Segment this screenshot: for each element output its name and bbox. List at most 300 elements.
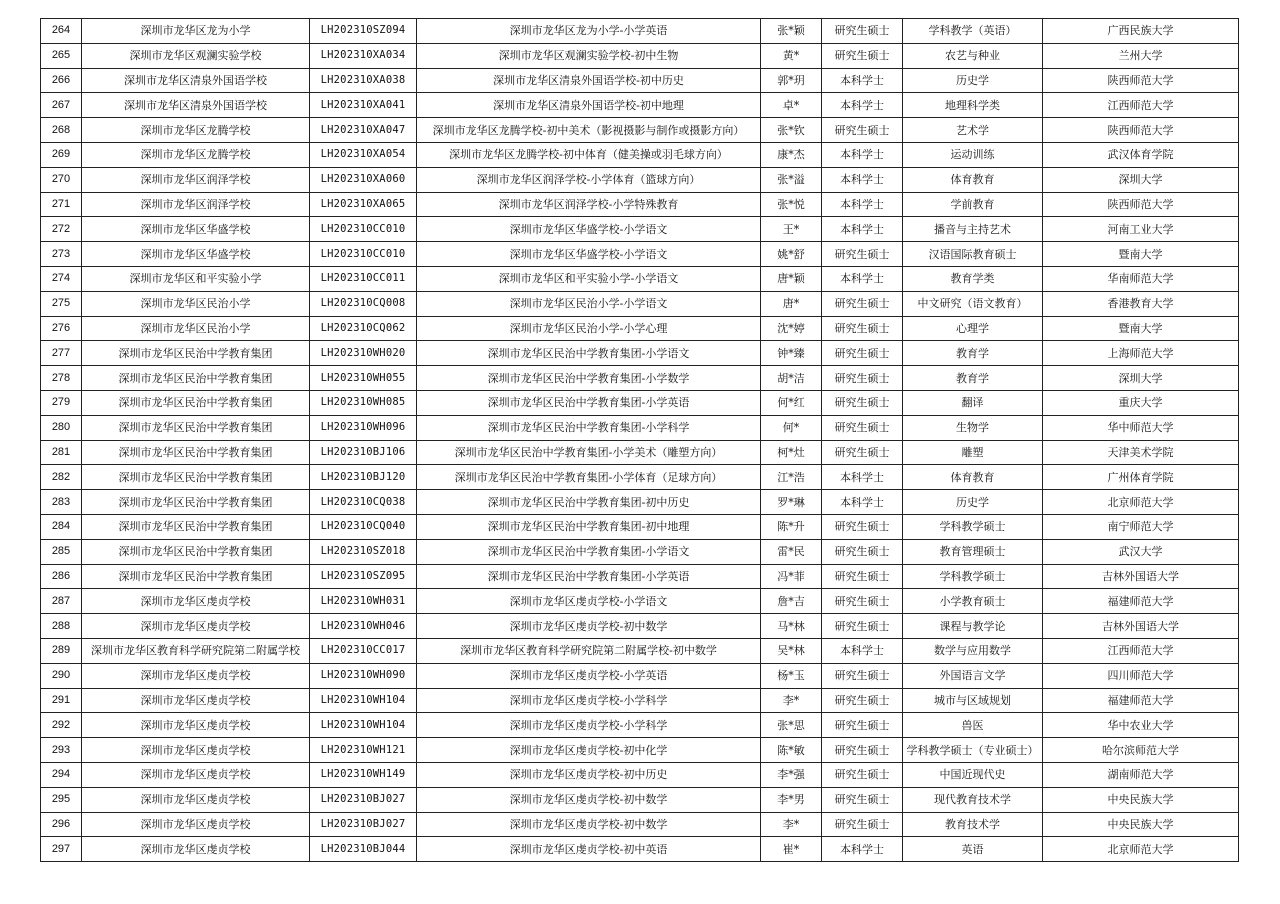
cell-position-code: LH202310WH104 bbox=[310, 713, 417, 738]
cell-school: 深圳市龙华区华盛学校 bbox=[82, 242, 310, 267]
cell-position-code: LH202310WH031 bbox=[310, 589, 417, 614]
cell-major: 学科教学硕士 bbox=[903, 564, 1043, 589]
cell-row-number: 286 bbox=[41, 564, 82, 589]
cell-candidate-name: 江*浩 bbox=[761, 465, 822, 490]
cell-degree: 研究生硕士 bbox=[822, 663, 903, 688]
cell-school: 深圳市龙华区润泽学校 bbox=[82, 192, 310, 217]
cell-university: 暨南大学 bbox=[1043, 316, 1239, 341]
cell-row-number: 281 bbox=[41, 440, 82, 465]
cell-school: 深圳市龙华区观澜实验学校 bbox=[82, 43, 310, 68]
cell-degree: 本科学士 bbox=[822, 638, 903, 663]
cell-row-number: 288 bbox=[41, 614, 82, 639]
cell-position-name: 深圳市龙华区民治中学教育集团-小学语文 bbox=[417, 539, 761, 564]
cell-candidate-name: 唐*颖 bbox=[761, 266, 822, 291]
cell-degree: 研究生硕士 bbox=[822, 390, 903, 415]
cell-university: 湖南师范大学 bbox=[1043, 762, 1239, 787]
cell-degree: 研究生硕士 bbox=[822, 539, 903, 564]
cell-position-code: LH202310XA038 bbox=[310, 68, 417, 93]
cell-university: 上海师范大学 bbox=[1043, 341, 1239, 366]
cell-school: 深圳市龙华区华盛学校 bbox=[82, 217, 310, 242]
cell-row-number: 272 bbox=[41, 217, 82, 242]
cell-major: 汉语国际教育硕士 bbox=[903, 242, 1043, 267]
cell-candidate-name: 沈*婷 bbox=[761, 316, 822, 341]
cell-major: 教育技术学 bbox=[903, 812, 1043, 837]
cell-major: 农艺与种业 bbox=[903, 43, 1043, 68]
cell-position-name: 深圳市龙华区华盛学校-小学语文 bbox=[417, 217, 761, 242]
cell-degree: 研究生硕士 bbox=[822, 242, 903, 267]
cell-candidate-name: 李*强 bbox=[761, 762, 822, 787]
cell-degree: 研究生硕士 bbox=[822, 118, 903, 143]
cell-university: 陕西师范大学 bbox=[1043, 68, 1239, 93]
cell-position-name: 深圳市龙华区润泽学校-小学体育（篮球方向） bbox=[417, 167, 761, 192]
cell-major: 学前教育 bbox=[903, 192, 1043, 217]
cell-major: 心理学 bbox=[903, 316, 1043, 341]
table-row bbox=[41, 415, 1239, 440]
cell-row-number: 289 bbox=[41, 638, 82, 663]
cell-school: 深圳市龙华区民治中学教育集团 bbox=[82, 514, 310, 539]
cell-university: 深圳大学 bbox=[1043, 167, 1239, 192]
cell-degree: 本科学士 bbox=[822, 465, 903, 490]
cell-row-number: 265 bbox=[41, 43, 82, 68]
cell-position-name: 深圳市龙华区龙为小学-小学英语 bbox=[417, 19, 761, 44]
cell-position-code: LH202310XA065 bbox=[310, 192, 417, 217]
cell-row-number: 296 bbox=[41, 812, 82, 837]
cell-degree: 研究生硕士 bbox=[822, 366, 903, 391]
cell-position-code: LH202310WH020 bbox=[310, 341, 417, 366]
cell-candidate-name: 罗*琳 bbox=[761, 490, 822, 515]
cell-school: 深圳市龙华区虔贞学校 bbox=[82, 688, 310, 713]
cell-row-number: 274 bbox=[41, 266, 82, 291]
cell-candidate-name: 杨*玉 bbox=[761, 663, 822, 688]
cell-position-name: 深圳市龙华区和平实验小学-小学语文 bbox=[417, 266, 761, 291]
cell-degree: 研究生硕士 bbox=[822, 688, 903, 713]
cell-school: 深圳市龙华区民治小学 bbox=[82, 316, 310, 341]
cell-degree: 研究生硕士 bbox=[822, 440, 903, 465]
cell-degree: 研究生硕士 bbox=[822, 291, 903, 316]
cell-position-code: LH202310XA060 bbox=[310, 167, 417, 192]
cell-row-number: 282 bbox=[41, 465, 82, 490]
cell-school: 深圳市龙华区龙腾学校 bbox=[82, 142, 310, 167]
cell-major: 城市与区域规划 bbox=[903, 688, 1043, 713]
cell-position-name: 深圳市龙华区华盛学校-小学语文 bbox=[417, 242, 761, 267]
cell-university: 福建师范大学 bbox=[1043, 688, 1239, 713]
cell-position-code: LH202310XA041 bbox=[310, 93, 417, 118]
cell-candidate-name: 李* bbox=[761, 688, 822, 713]
table-row bbox=[41, 118, 1239, 143]
cell-degree: 研究生硕士 bbox=[822, 415, 903, 440]
cell-row-number: 285 bbox=[41, 539, 82, 564]
cell-candidate-name: 胡*洁 bbox=[761, 366, 822, 391]
cell-degree: 研究生硕士 bbox=[822, 19, 903, 44]
table-row bbox=[41, 68, 1239, 93]
cell-major: 外国语言文学 bbox=[903, 663, 1043, 688]
cell-university: 重庆大学 bbox=[1043, 390, 1239, 415]
results-table bbox=[40, 18, 1239, 862]
cell-candidate-name: 张*颖 bbox=[761, 19, 822, 44]
table-row bbox=[41, 341, 1239, 366]
cell-candidate-name: 雷*民 bbox=[761, 539, 822, 564]
cell-candidate-name: 张*钦 bbox=[761, 118, 822, 143]
cell-major: 教育学 bbox=[903, 341, 1043, 366]
cell-degree: 研究生硕士 bbox=[822, 738, 903, 763]
cell-row-number: 273 bbox=[41, 242, 82, 267]
cell-school: 深圳市龙华区龙为小学 bbox=[82, 19, 310, 44]
cell-school: 深圳市龙华区民治中学教育集团 bbox=[82, 341, 310, 366]
cell-university: 江西师范大学 bbox=[1043, 638, 1239, 663]
table-row bbox=[41, 539, 1239, 564]
cell-university: 福建师范大学 bbox=[1043, 589, 1239, 614]
cell-degree: 研究生硕士 bbox=[822, 43, 903, 68]
cell-university: 香港教育大学 bbox=[1043, 291, 1239, 316]
cell-row-number: 280 bbox=[41, 415, 82, 440]
cell-university: 北京师范大学 bbox=[1043, 490, 1239, 515]
cell-position-code: LH202310BJ120 bbox=[310, 465, 417, 490]
cell-major: 历史学 bbox=[903, 68, 1043, 93]
cell-school: 深圳市龙华区虔贞学校 bbox=[82, 614, 310, 639]
cell-candidate-name: 吴*林 bbox=[761, 638, 822, 663]
cell-position-code: LH202310WH085 bbox=[310, 390, 417, 415]
cell-university: 中央民族大学 bbox=[1043, 787, 1239, 812]
cell-position-code: LH202310XA054 bbox=[310, 142, 417, 167]
cell-school: 深圳市龙华区民治中学教育集团 bbox=[82, 465, 310, 490]
cell-major: 学科教学（英语） bbox=[903, 19, 1043, 44]
cell-degree: 研究生硕士 bbox=[822, 762, 903, 787]
cell-school: 深圳市龙华区民治中学教育集团 bbox=[82, 490, 310, 515]
table-row bbox=[41, 490, 1239, 515]
cell-major: 现代教育技术学 bbox=[903, 787, 1043, 812]
cell-degree: 本科学士 bbox=[822, 167, 903, 192]
cell-position-name: 深圳市龙华区虔贞学校-小学科学 bbox=[417, 688, 761, 713]
cell-position-name: 深圳市龙华区观澜实验学校-初中生物 bbox=[417, 43, 761, 68]
cell-position-code: LH202310WH104 bbox=[310, 688, 417, 713]
cell-position-name: 深圳市龙华区民治小学-小学语文 bbox=[417, 291, 761, 316]
cell-candidate-name: 詹*吉 bbox=[761, 589, 822, 614]
cell-position-name: 深圳市龙华区龙腾学校-初中美术（影视摄影与制作或摄影方向） bbox=[417, 118, 761, 143]
cell-degree: 研究生硕士 bbox=[822, 614, 903, 639]
cell-candidate-name: 姚*舒 bbox=[761, 242, 822, 267]
cell-candidate-name: 张*悦 bbox=[761, 192, 822, 217]
cell-position-code: LH202310BJ106 bbox=[310, 440, 417, 465]
cell-candidate-name: 张*思 bbox=[761, 713, 822, 738]
cell-position-code: LH202310SZ018 bbox=[310, 539, 417, 564]
cell-row-number: 279 bbox=[41, 390, 82, 415]
cell-position-code: LH202310CC010 bbox=[310, 242, 417, 267]
cell-row-number: 275 bbox=[41, 291, 82, 316]
table-row bbox=[41, 738, 1239, 763]
table-row bbox=[41, 614, 1239, 639]
cell-row-number: 283 bbox=[41, 490, 82, 515]
cell-degree: 研究生硕士 bbox=[822, 812, 903, 837]
cell-position-code: LH202310WH055 bbox=[310, 366, 417, 391]
cell-university: 南宁师范大学 bbox=[1043, 514, 1239, 539]
cell-school: 深圳市龙华区民治中学教育集团 bbox=[82, 440, 310, 465]
cell-position-name: 深圳市龙华区民治中学教育集团-初中地理 bbox=[417, 514, 761, 539]
cell-major: 体育教育 bbox=[903, 465, 1043, 490]
cell-row-number: 287 bbox=[41, 589, 82, 614]
cell-major: 运动训练 bbox=[903, 142, 1043, 167]
cell-major: 雕塑 bbox=[903, 440, 1043, 465]
table-row bbox=[41, 167, 1239, 192]
table-row bbox=[41, 316, 1239, 341]
cell-position-code: LH202310WH149 bbox=[310, 762, 417, 787]
cell-major: 体育教育 bbox=[903, 167, 1043, 192]
cell-candidate-name: 冯*菲 bbox=[761, 564, 822, 589]
cell-position-name: 深圳市龙华区润泽学校-小学特殊教育 bbox=[417, 192, 761, 217]
cell-position-name: 深圳市龙华区虔贞学校-初中数学 bbox=[417, 812, 761, 837]
cell-university: 江西师范大学 bbox=[1043, 93, 1239, 118]
cell-position-code: LH202310SZ094 bbox=[310, 19, 417, 44]
cell-major: 艺术学 bbox=[903, 118, 1043, 143]
cell-school: 深圳市龙华区虔贞学校 bbox=[82, 812, 310, 837]
cell-school: 深圳市龙华区清泉外国语学校 bbox=[82, 93, 310, 118]
cell-position-code: LH202310CC010 bbox=[310, 217, 417, 242]
cell-position-code: LH202310CQ038 bbox=[310, 490, 417, 515]
cell-position-name: 深圳市龙华区教育科学研究院第二附属学校-初中数学 bbox=[417, 638, 761, 663]
cell-university: 陕西师范大学 bbox=[1043, 118, 1239, 143]
cell-candidate-name: 陈*敏 bbox=[761, 738, 822, 763]
cell-position-code: LH202310WH046 bbox=[310, 614, 417, 639]
cell-position-code: LH202310CQ008 bbox=[310, 291, 417, 316]
cell-school: 深圳市龙华区清泉外国语学校 bbox=[82, 68, 310, 93]
cell-major: 教育学 bbox=[903, 366, 1043, 391]
cell-position-name: 深圳市龙华区龙腾学校-初中体育（健美操或羽毛球方向） bbox=[417, 142, 761, 167]
table-row bbox=[41, 514, 1239, 539]
cell-degree: 研究生硕士 bbox=[822, 564, 903, 589]
cell-degree: 研究生硕士 bbox=[822, 787, 903, 812]
cell-major: 数学与应用数学 bbox=[903, 638, 1043, 663]
cell-school: 深圳市龙华区虔贞学校 bbox=[82, 762, 310, 787]
table-row bbox=[41, 19, 1239, 44]
table-row bbox=[41, 242, 1239, 267]
cell-school: 深圳市龙华区民治小学 bbox=[82, 291, 310, 316]
cell-position-code: LH202310WH096 bbox=[310, 415, 417, 440]
cell-row-number: 295 bbox=[41, 787, 82, 812]
cell-candidate-name: 康*杰 bbox=[761, 142, 822, 167]
cell-row-number: 294 bbox=[41, 762, 82, 787]
cell-row-number: 268 bbox=[41, 118, 82, 143]
cell-major: 教育学类 bbox=[903, 266, 1043, 291]
cell-school: 深圳市龙华区虔贞学校 bbox=[82, 589, 310, 614]
cell-university: 天津美术学院 bbox=[1043, 440, 1239, 465]
cell-position-name: 深圳市龙华区虔贞学校-小学英语 bbox=[417, 663, 761, 688]
cell-position-name: 深圳市龙华区民治小学-小学心理 bbox=[417, 316, 761, 341]
cell-degree: 本科学士 bbox=[822, 142, 903, 167]
cell-university: 北京师范大学 bbox=[1043, 837, 1239, 862]
table-row bbox=[41, 663, 1239, 688]
cell-candidate-name: 王* bbox=[761, 217, 822, 242]
table-row bbox=[41, 142, 1239, 167]
cell-major: 历史学 bbox=[903, 490, 1043, 515]
cell-position-name: 深圳市龙华区虔贞学校-小学语文 bbox=[417, 589, 761, 614]
cell-row-number: 270 bbox=[41, 167, 82, 192]
cell-position-name: 深圳市龙华区清泉外国语学校-初中历史 bbox=[417, 68, 761, 93]
cell-school: 深圳市龙华区民治中学教育集团 bbox=[82, 366, 310, 391]
cell-row-number: 297 bbox=[41, 837, 82, 862]
cell-position-code: LH202310BJ027 bbox=[310, 787, 417, 812]
cell-position-code: LH202310SZ095 bbox=[310, 564, 417, 589]
cell-row-number: 293 bbox=[41, 738, 82, 763]
cell-position-code: LH202310WH090 bbox=[310, 663, 417, 688]
cell-position-code: LH202310XA034 bbox=[310, 43, 417, 68]
cell-major: 兽医 bbox=[903, 713, 1043, 738]
cell-university: 陕西师范大学 bbox=[1043, 192, 1239, 217]
cell-degree: 本科学士 bbox=[822, 266, 903, 291]
cell-school: 深圳市龙华区民治中学教育集团 bbox=[82, 415, 310, 440]
cell-row-number: 284 bbox=[41, 514, 82, 539]
cell-school: 深圳市龙华区虔贞学校 bbox=[82, 713, 310, 738]
cell-university: 吉林外国语大学 bbox=[1043, 564, 1239, 589]
cell-degree: 本科学士 bbox=[822, 490, 903, 515]
cell-university: 吉林外国语大学 bbox=[1043, 614, 1239, 639]
table-row bbox=[41, 43, 1239, 68]
cell-candidate-name: 唐* bbox=[761, 291, 822, 316]
cell-position-code: LH202310BJ027 bbox=[310, 812, 417, 837]
table-row bbox=[41, 465, 1239, 490]
cell-row-number: 267 bbox=[41, 93, 82, 118]
table-row bbox=[41, 837, 1239, 862]
cell-school: 深圳市龙华区虔贞学校 bbox=[82, 837, 310, 862]
cell-candidate-name: 何* bbox=[761, 415, 822, 440]
cell-position-name: 深圳市龙华区虔贞学校-初中英语 bbox=[417, 837, 761, 862]
cell-school: 深圳市龙华区和平实验小学 bbox=[82, 266, 310, 291]
table-row bbox=[41, 638, 1239, 663]
cell-university: 哈尔滨师范大学 bbox=[1043, 738, 1239, 763]
cell-position-code: LH202310CC017 bbox=[310, 638, 417, 663]
cell-school: 深圳市龙华区民治中学教育集团 bbox=[82, 539, 310, 564]
cell-row-number: 276 bbox=[41, 316, 82, 341]
cell-major: 地理科学类 bbox=[903, 93, 1043, 118]
cell-university: 河南工业大学 bbox=[1043, 217, 1239, 242]
cell-degree: 本科学士 bbox=[822, 93, 903, 118]
table-row bbox=[41, 713, 1239, 738]
table-row bbox=[41, 291, 1239, 316]
cell-position-name: 深圳市龙华区虔贞学校-初中数学 bbox=[417, 614, 761, 639]
cell-school: 深圳市龙华区虔贞学校 bbox=[82, 738, 310, 763]
table-row bbox=[41, 440, 1239, 465]
cell-school: 深圳市龙华区润泽学校 bbox=[82, 167, 310, 192]
cell-degree: 研究生硕士 bbox=[822, 713, 903, 738]
cell-position-code: LH202310CQ062 bbox=[310, 316, 417, 341]
cell-row-number: 290 bbox=[41, 663, 82, 688]
cell-university: 武汉体育学院 bbox=[1043, 142, 1239, 167]
cell-degree: 研究生硕士 bbox=[822, 341, 903, 366]
cell-university: 武汉大学 bbox=[1043, 539, 1239, 564]
cell-position-name: 深圳市龙华区民治中学教育集团-小学体育（足球方向） bbox=[417, 465, 761, 490]
cell-major: 教育管理硕士 bbox=[903, 539, 1043, 564]
cell-row-number: 291 bbox=[41, 688, 82, 713]
cell-position-name: 深圳市龙华区虔贞学校-初中历史 bbox=[417, 762, 761, 787]
cell-row-number: 277 bbox=[41, 341, 82, 366]
cell-candidate-name: 柯*灶 bbox=[761, 440, 822, 465]
cell-row-number: 292 bbox=[41, 713, 82, 738]
cell-university: 四川师范大学 bbox=[1043, 663, 1239, 688]
table-row bbox=[41, 564, 1239, 589]
cell-position-name: 深圳市龙华区民治中学教育集团-初中历史 bbox=[417, 490, 761, 515]
cell-school: 深圳市龙华区虔贞学校 bbox=[82, 663, 310, 688]
cell-university: 广西民族大学 bbox=[1043, 19, 1239, 44]
cell-position-name: 深圳市龙华区民治中学教育集团-小学科学 bbox=[417, 415, 761, 440]
cell-major: 翻译 bbox=[903, 390, 1043, 415]
cell-position-name: 深圳市龙华区虔贞学校-小学科学 bbox=[417, 713, 761, 738]
cell-position-code: LH202310CC011 bbox=[310, 266, 417, 291]
cell-position-name: 深圳市龙华区民治中学教育集团-小学英语 bbox=[417, 564, 761, 589]
cell-university: 华中师范大学 bbox=[1043, 415, 1239, 440]
cell-major: 学科教学硕士（专业硕士） bbox=[903, 738, 1043, 763]
cell-degree: 研究生硕士 bbox=[822, 589, 903, 614]
cell-candidate-name: 李*男 bbox=[761, 787, 822, 812]
table-row bbox=[41, 812, 1239, 837]
cell-row-number: 278 bbox=[41, 366, 82, 391]
table-row bbox=[41, 93, 1239, 118]
cell-degree: 研究生硕士 bbox=[822, 316, 903, 341]
cell-position-name: 深圳市龙华区民治中学教育集团-小学英语 bbox=[417, 390, 761, 415]
cell-position-code: LH202310BJ044 bbox=[310, 837, 417, 862]
cell-school: 深圳市龙华区民治中学教育集团 bbox=[82, 564, 310, 589]
cell-position-name: 深圳市龙华区虔贞学校-初中化学 bbox=[417, 738, 761, 763]
cell-row-number: 266 bbox=[41, 68, 82, 93]
cell-degree: 本科学士 bbox=[822, 68, 903, 93]
cell-major: 中文研究（语文教育） bbox=[903, 291, 1043, 316]
cell-university: 华中农业大学 bbox=[1043, 713, 1239, 738]
table-row bbox=[41, 266, 1239, 291]
cell-university: 广州体育学院 bbox=[1043, 465, 1239, 490]
cell-candidate-name: 卓* bbox=[761, 93, 822, 118]
cell-position-code: LH202310WH121 bbox=[310, 738, 417, 763]
cell-major: 学科教学硕士 bbox=[903, 514, 1043, 539]
cell-major: 英语 bbox=[903, 837, 1043, 862]
cell-candidate-name: 郭*玥 bbox=[761, 68, 822, 93]
cell-school: 深圳市龙华区教育科学研究院第二附属学校 bbox=[82, 638, 310, 663]
cell-candidate-name: 李* bbox=[761, 812, 822, 837]
cell-major: 小学教育硕士 bbox=[903, 589, 1043, 614]
cell-candidate-name: 张*溢 bbox=[761, 167, 822, 192]
cell-position-name: 深圳市龙华区虔贞学校-初中数学 bbox=[417, 787, 761, 812]
cell-university: 暨南大学 bbox=[1043, 242, 1239, 267]
cell-row-number: 264 bbox=[41, 19, 82, 44]
cell-school: 深圳市龙华区龙腾学校 bbox=[82, 118, 310, 143]
table-row bbox=[41, 787, 1239, 812]
cell-position-code: LH202310CQ040 bbox=[310, 514, 417, 539]
table-row bbox=[41, 192, 1239, 217]
cell-candidate-name: 马*林 bbox=[761, 614, 822, 639]
cell-university: 中央民族大学 bbox=[1043, 812, 1239, 837]
cell-row-number: 269 bbox=[41, 142, 82, 167]
cell-position-code: LH202310XA047 bbox=[310, 118, 417, 143]
cell-degree: 本科学士 bbox=[822, 217, 903, 242]
table-body bbox=[41, 19, 1239, 862]
cell-university: 深圳大学 bbox=[1043, 366, 1239, 391]
cell-major: 中国近现代史 bbox=[903, 762, 1043, 787]
cell-candidate-name: 陈*升 bbox=[761, 514, 822, 539]
cell-major: 课程与教学论 bbox=[903, 614, 1043, 639]
cell-position-name: 深圳市龙华区民治中学教育集团-小学数学 bbox=[417, 366, 761, 391]
cell-candidate-name: 崔* bbox=[761, 837, 822, 862]
cell-candidate-name: 黄* bbox=[761, 43, 822, 68]
table-row bbox=[41, 390, 1239, 415]
cell-candidate-name: 何*红 bbox=[761, 390, 822, 415]
table-row bbox=[41, 589, 1239, 614]
cell-degree: 本科学士 bbox=[822, 837, 903, 862]
cell-position-name: 深圳市龙华区民治中学教育集团-小学语文 bbox=[417, 341, 761, 366]
cell-degree: 本科学士 bbox=[822, 192, 903, 217]
cell-row-number: 271 bbox=[41, 192, 82, 217]
cell-candidate-name: 钟*臻 bbox=[761, 341, 822, 366]
cell-position-name: 深圳市龙华区清泉外国语学校-初中地理 bbox=[417, 93, 761, 118]
table-row bbox=[41, 217, 1239, 242]
table-row bbox=[41, 366, 1239, 391]
cell-major: 生物学 bbox=[903, 415, 1043, 440]
table-row bbox=[41, 688, 1239, 713]
